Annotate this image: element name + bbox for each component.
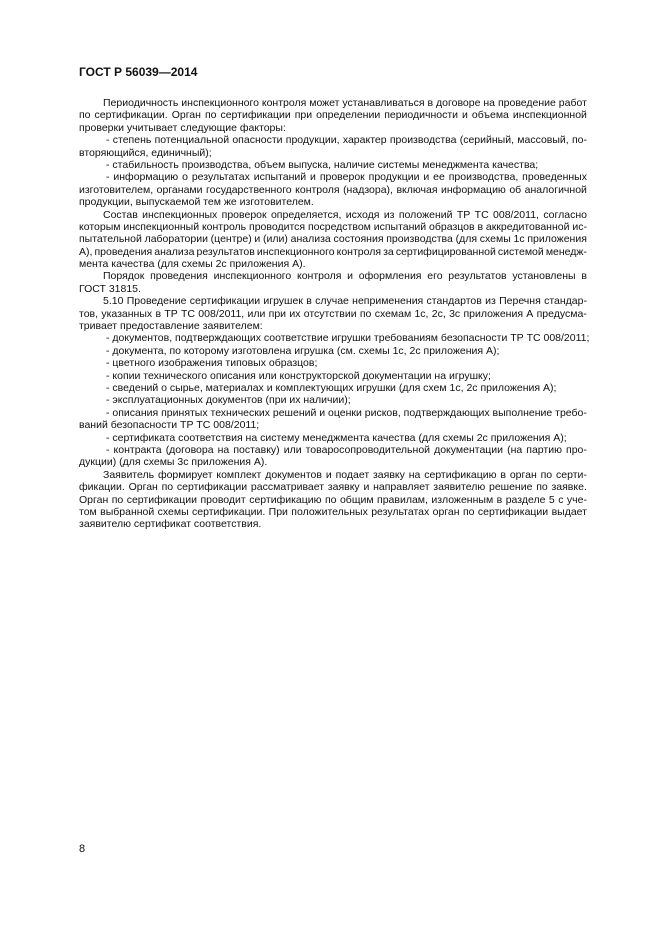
text-line: А), проведения анализа результатов инспекционного контроля за сертифицированной системой менедж- [79,245,587,258]
bullet-item [79,332,590,345]
bullet-item [79,357,587,369]
text-line: проверки учитывает следующие факторы: [79,121,286,134]
text-line: фикации. Орган по сертификации рассматривает заявку и направляет заявителю решение по заявке. [79,481,587,494]
page-number: 8 [79,843,86,855]
document-header: ГОСТ Р 56039—2014 [79,65,198,79]
text-line: продукции, выпускаемой тем же изготовителем. [79,196,314,209]
text-line: - контракта (договора на поставку) или товаросопроводительной документации (на партию про- [106,443,587,456]
text-line: Периодичность инспекционного контроля может устанавливаться в договоре на проведение работ [103,97,587,109]
text-line: - сведений о сырье, материалах и комплектующих игрушки (для схем 1с, 2с приложения А); [106,381,557,394]
text-line: - документа, по которому изготовлена игрушка (см. схемы 1с, 2с приложения А); [106,344,500,357]
bullet-item [79,444,587,469]
text-line: ГОСТ 31815. [79,282,141,295]
text-line: ваний безопасности ТР ТС 008/2011; [79,419,260,432]
bullet-item [79,407,587,432]
text-line: по сертификации. Орган по сертификации при определении периодичности и объема инспекционной [79,109,587,122]
text-line: тов, указанных в ТР ТС 008/2011, или при их отсутствии по схемам 1с, 2с, 3с приложения А предусма- [79,307,587,320]
text-line: - сертификата соответствия на систему менеджмента качества (для схемы 2с приложения А); [106,431,567,444]
text-line: - стабильность производства, объем выпуска, наличие системы менеджмента качества; [106,158,539,171]
bullet-item [79,370,587,382]
bullet-item [79,345,587,357]
text-line: пытательной лаборатории (центре) и (или) анализа состояния производства (для схемы 1с приложения [79,233,587,246]
text-line: - информацию о результатах испытаний и проверок продукции и ее производства, проведенных [106,171,587,184]
text-line: Порядок проведения инспекционного контроля и оформления его результатов установлены в [103,270,587,283]
text-line: Заявитель формирует комплект документов и подает заявку на сертификацию в орган по серти- [103,468,587,481]
text-line: мента качества (для схемы 2с приложения А). [79,258,306,271]
text-line: дукции) (для схемы 3с приложения А). [79,456,268,469]
bullet-item [79,159,587,171]
text-line: Состав инспекционных проверок определяется, исходя из положений ТР ТС 008/2011, согласно [103,208,587,221]
text-line: - документов, подтверждающих соответствие игрушки требованиям безопасности ТР ТС 008/2011; [106,332,590,345]
bullet-item [79,134,587,159]
text-line: - цветного изображения типовых образцов; [106,357,318,370]
bullet-item [79,394,587,406]
text-line: вторяющийся, единичный); [79,146,212,159]
bullet-item [79,171,587,208]
text-line: которым инспекционный контроль проводится посредством испытаний образцов в аккредитованной ис- [79,220,587,233]
paragraph [79,270,587,295]
text-line: - степень потенциальной опасности продукции, характер производства (серийный, массовый, по- [106,134,587,147]
text-line: - описания принятых технических решений и оценки рисков, подтверждающих выполнение требо- [106,406,587,419]
bullet-item [79,382,587,394]
text-line: - эксплуатационных документов (при их наличии); [106,394,351,407]
paragraph [79,295,587,332]
text-line: Орган по сертификации проводит сертификацию по общим правилам, изложенным в разделе 5 с уче- [79,493,587,506]
text-line: изготовителем, органами государственного контроля (надзора), включая информацию об аналогичной [79,183,587,196]
paragraph [79,97,587,134]
document-body [79,97,590,531]
bullet-item [79,432,587,444]
text-line: тривает предоставление заявителем: [79,320,263,333]
paragraph [79,469,587,531]
text-line: 5.10 Проведение сертификации игрушек в случае неприменения стандартов из Перечня стандар- [103,295,587,308]
text-line: том выбранной схемы сертификации. При положительных результатах орган по сертификации выдает [79,505,587,518]
text-line: - копии технического описания или конструкторской документации на игрушку; [106,369,491,382]
text-line: заявителю сертификат соответствия. [79,518,262,531]
paragraph [79,209,587,271]
